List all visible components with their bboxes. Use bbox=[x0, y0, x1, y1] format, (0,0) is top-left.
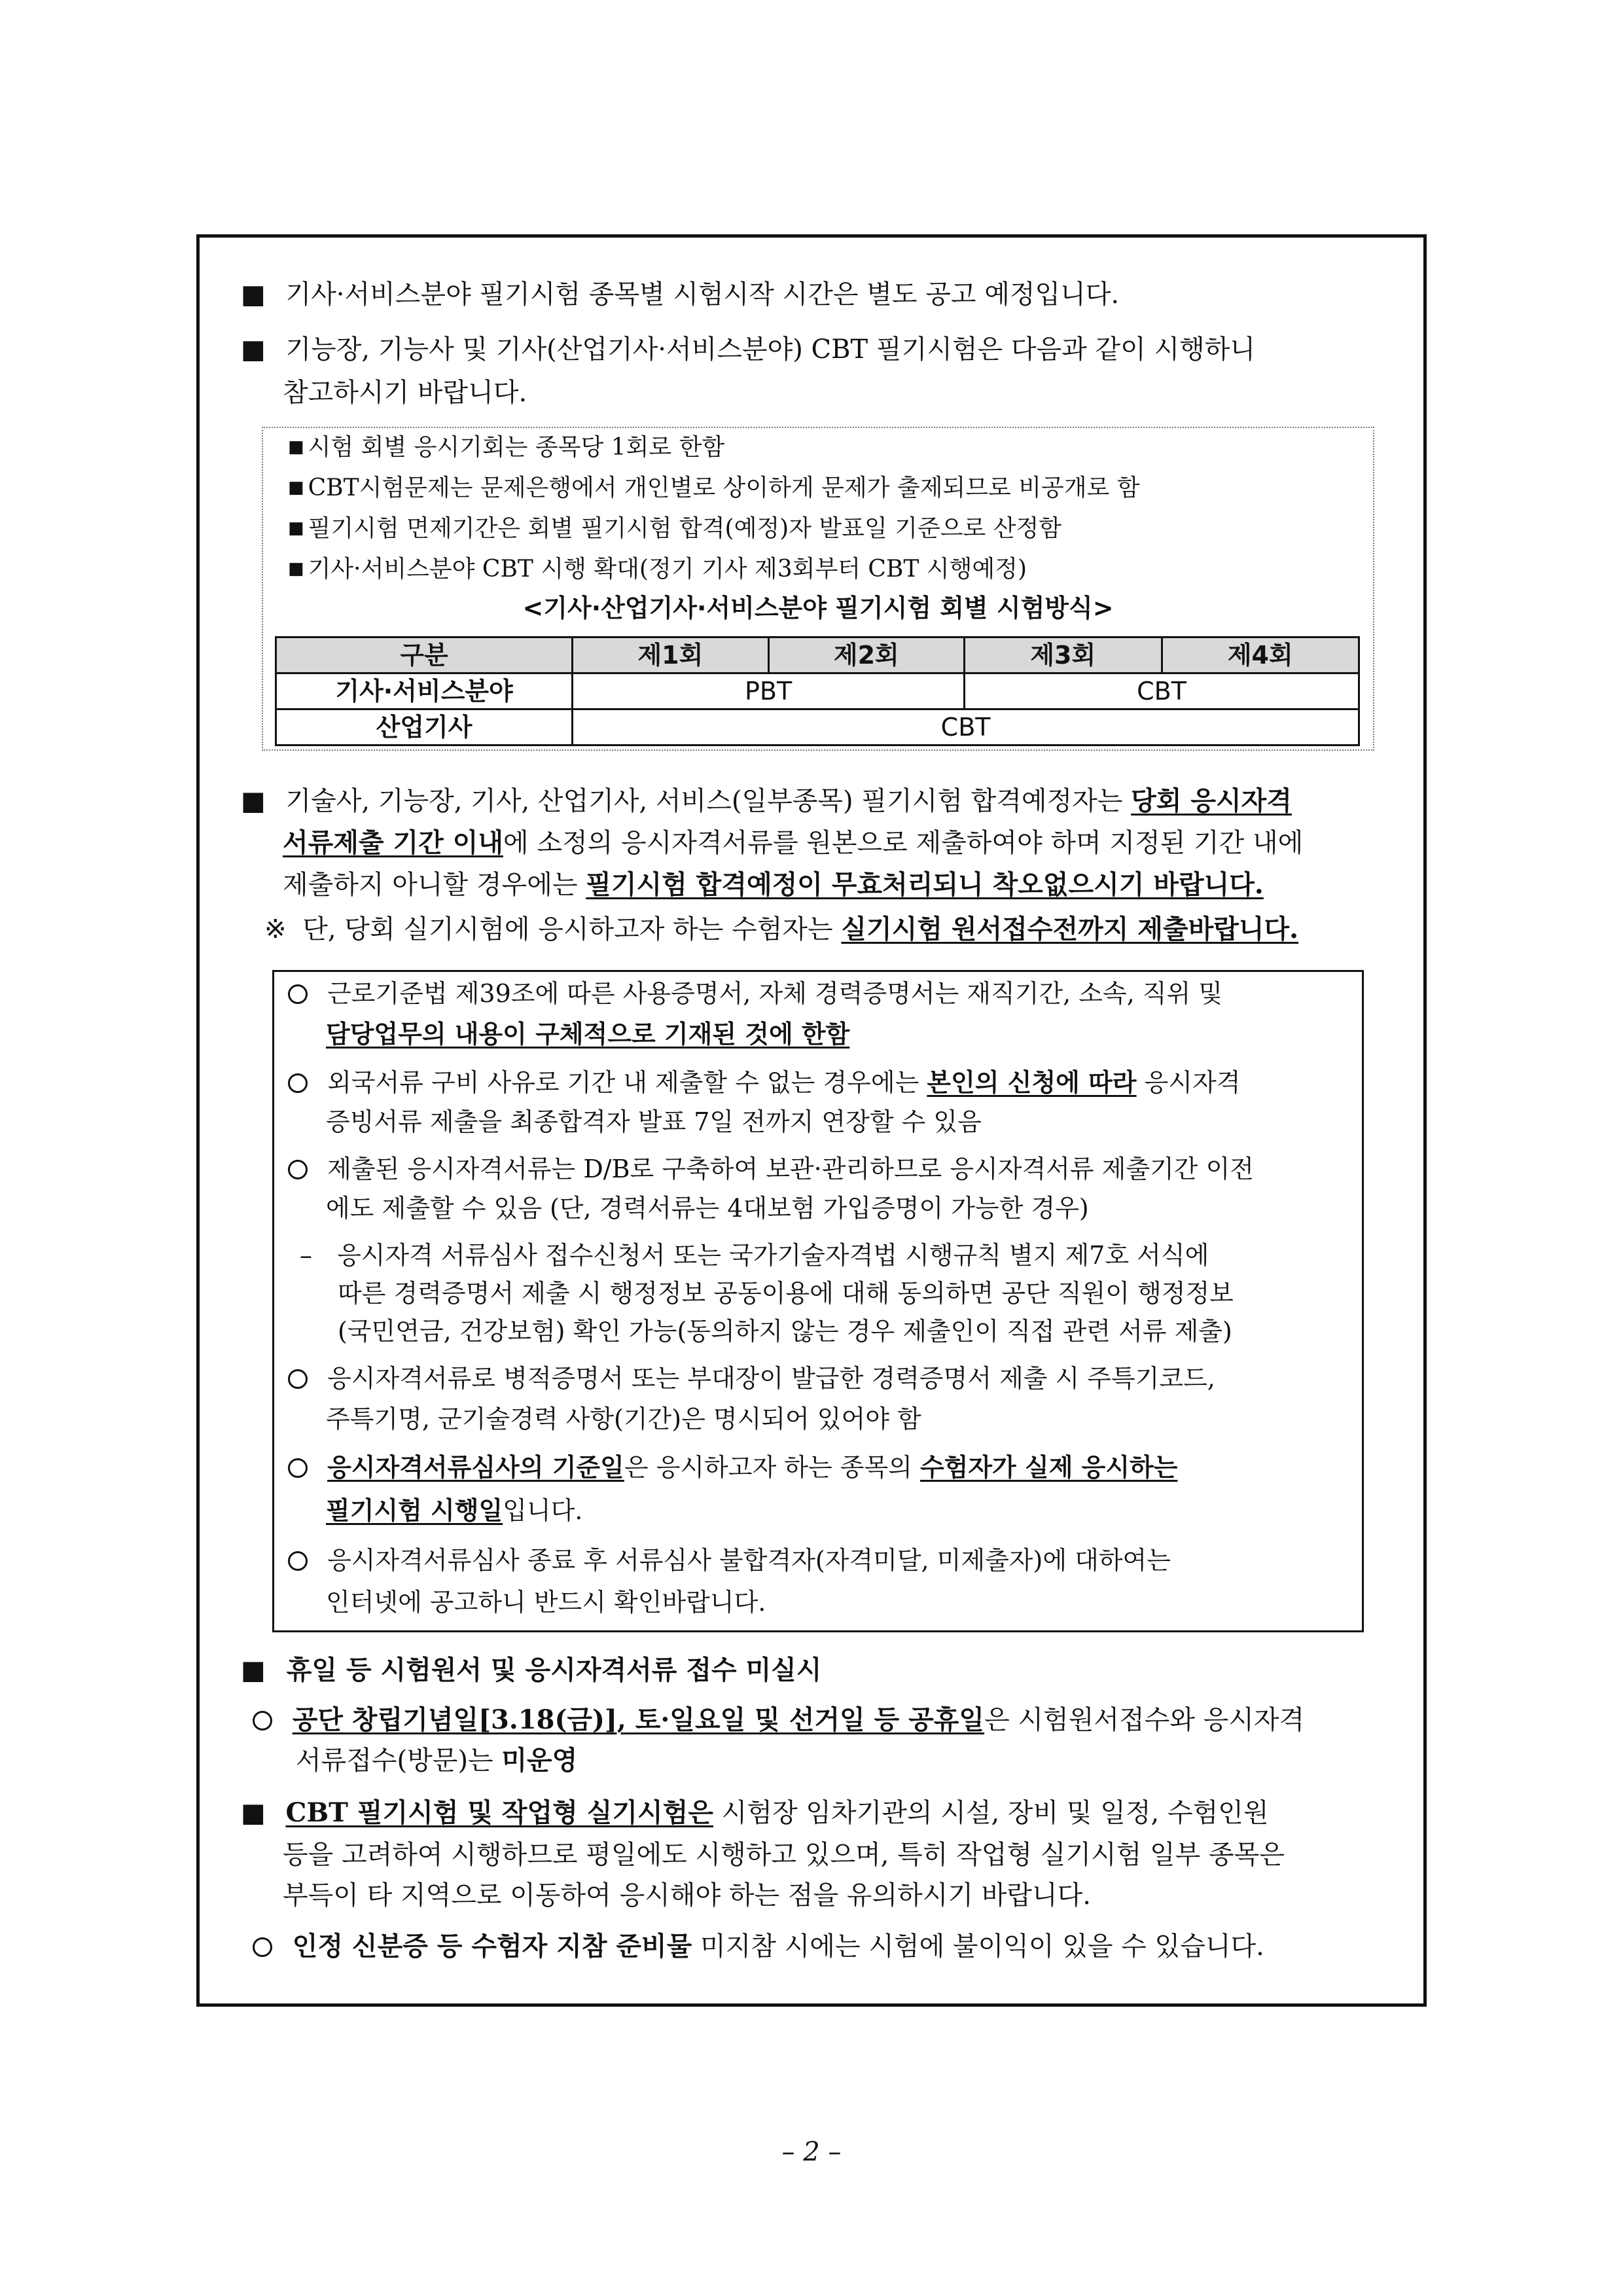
rule-2-line1: 외국서류 구비 사유로 기간 내 제출할 수 없는 경우에는 본인의 신청에 따라 응시자격 bbox=[288, 1067, 1240, 1098]
rule-1-line2 bbox=[326, 1018, 849, 1050]
table-row bbox=[276, 673, 1359, 709]
underlined-text: 당회 응시자격 bbox=[1131, 785, 1292, 816]
dash-bullet-icon: – bbox=[300, 1241, 312, 1270]
pass-document-notice-line3: 제출하지 아니할 경우에는 필기시험 합격예정이 무효처리되니 착오없으시기 바랍니다. bbox=[283, 869, 1264, 900]
notice-text: 기사·서비스분야 필기시험 종목별 시험시작 시간은 별도 공고 예정입니다. bbox=[285, 279, 1120, 310]
circle-bullet-icon bbox=[288, 984, 308, 1004]
pass-document-notice-line1: ■ 기술사, 기능장, 기사, 산업기사, 서비스(일부종목) 필기시험 합격예정자는 당회 응시자격 bbox=[241, 785, 1292, 816]
cbt-practical-notice-line1: ■ CBT 필기시험 및 작업형 실기시험은 시험장 임차기관의 시설, 장비 및 일정, 수험인원 bbox=[241, 1797, 1269, 1828]
underlined-text: 담당업무의 내용이 구체적으로 기재된 것에 한함 bbox=[326, 1019, 850, 1049]
cbt-note-3: ■ 필기시험 면제기간은 회별 필기시험 합격(예정)자 발표일 기준으로 산정함 bbox=[288, 515, 1062, 542]
notice-text: 기능장, 기능사 및 기사(산업기사·서비스분야) CBT 필기시험은 다음과 같이 시행하니 bbox=[285, 334, 1256, 365]
holiday-notice-line1: 공단 창립기념일[3.18(금)], 토·일요일 및 선거일 등 공휴일은 시험원서접수와 응시자격 bbox=[253, 1704, 1304, 1736]
header-category: 구분 bbox=[276, 637, 573, 673]
rule-3-sub-line3: (국민연금, 건강보험) 확인 가능(동의하지 않는 경우 제출인이 직접 관련 서류 제출) bbox=[338, 1317, 1232, 1346]
cbt-note-2: ■ CBT시험문제는 문제은행에서 개인별로 상이하게 문제가 출제되므로 비공개로 함 bbox=[288, 475, 1140, 501]
circle-bullet-icon bbox=[288, 1551, 308, 1571]
rule-3-line2: 에도 제출할 수 있음 (단, 경력서류는 4대보험 가입증명이 가능한 경우) bbox=[326, 1194, 1089, 1223]
underlined-text: 필기시험 시행일 bbox=[326, 1496, 503, 1525]
rule-5-line1: 응시자격서류심사의 기준일은 응시하고자 하는 종목의 수험자가 실제 응시하는 bbox=[288, 1452, 1177, 1483]
underlined-text: 실기시험 원서접수전까지 제출바랍니다. bbox=[841, 914, 1299, 944]
practical-exam-note: ※ 단, 당회 실기시험에 응시하고자 하는 수험자는 실기시험 원서접수전까지 제출바랍니다. bbox=[264, 914, 1299, 944]
rule-1-line1: 근로기준법 제39조에 따른 사용증명서, 자체 경력증명서는 재직기간, 소속, 직위 및 bbox=[288, 978, 1222, 1009]
header-round-2: 제2회 bbox=[768, 637, 964, 673]
rule-3-line1: 제출된 응시자격서류는 D/B로 구축하여 보관·관리하므로 응시자격서류 제출기간 이전 bbox=[288, 1153, 1254, 1185]
rule-6-line2: 인터넷에 공고하니 반드시 확인바랍니다. bbox=[326, 1588, 766, 1617]
circle-bullet-icon bbox=[253, 1711, 272, 1731]
small-square-icon: ■ bbox=[288, 518, 304, 538]
notice-start-time bbox=[241, 279, 1119, 310]
circle-bullet-icon bbox=[253, 1937, 272, 1957]
small-square-icon: ■ bbox=[288, 478, 304, 497]
small-square-icon: ■ bbox=[288, 559, 304, 579]
reference-mark-icon: ※ bbox=[264, 914, 287, 944]
circle-bullet-icon bbox=[288, 1458, 308, 1478]
cbt-note-1: ■ 시험 회별 응시기회는 종목당 1회로 한함 bbox=[288, 434, 725, 461]
pass-document-notice-line2: 서류제출 기간 이내에 소정의 응시자격서류를 원본으로 제출하여야 하며 지정된 기간 내에 bbox=[283, 827, 1304, 858]
square-bullet-icon: ■ bbox=[241, 334, 266, 365]
header-round-1: 제1회 bbox=[573, 637, 768, 673]
rule-3-sub-line2: 따른 경력증명서 제출 시 행정정보 공동이용에 대해 동의하면 공단 직원이 행정정보 bbox=[338, 1279, 1234, 1308]
cbt-practical-notice-line2: 등을 고려하여 시행하므로 평일에도 시행하고 있으며, 특히 작업형 실기시험 일부 종목은 bbox=[283, 1840, 1285, 1870]
circle-bullet-icon bbox=[288, 1160, 308, 1179]
row-label: 산업기사 bbox=[276, 709, 573, 745]
cell-pbt: PBT bbox=[573, 673, 965, 709]
square-bullet-icon: ■ bbox=[241, 1798, 266, 1828]
rule-4-line2: 주특기명, 군기술경력 사항(기간)은 명시되어 있어야 함 bbox=[326, 1405, 921, 1433]
exam-method-table bbox=[275, 636, 1360, 746]
cell-cbt: CBT bbox=[573, 709, 1359, 745]
square-bullet-icon: ■ bbox=[241, 279, 266, 310]
underlined-text: 응시자격서류심사의 기준일 bbox=[327, 1452, 624, 1482]
circle-bullet-icon bbox=[288, 1073, 308, 1093]
row-label: 기사·서비스분야 bbox=[276, 673, 573, 709]
holiday-notice-line2: 서류접수(방문)는 미운영 bbox=[296, 1745, 578, 1776]
underlined-text: 서류제출 기간 이내 bbox=[283, 827, 503, 858]
circle-bullet-icon bbox=[288, 1369, 308, 1389]
notice-cbt-intro-cont: 참고하시기 바랍니다. bbox=[283, 378, 527, 408]
underlined-text: 본인의 신청에 따라 bbox=[927, 1067, 1137, 1097]
underlined-text: 필기시험 합격예정이 무효처리되니 착오없으시기 바랍니다. bbox=[586, 869, 1264, 900]
underlined-text: CBT 필기시험 및 작업형 실기시험은 bbox=[285, 1797, 713, 1828]
table-row bbox=[276, 709, 1359, 745]
rule-5-line2: 필기시험 시행일입니다. bbox=[326, 1496, 583, 1525]
page-number: – 2 – bbox=[781, 2137, 842, 2167]
cbt-note-4: ■ 기사·서비스분야 CBT 시행 확대(정기 기사 제3회부터 CBT 시행예정) bbox=[288, 556, 1027, 583]
id-card-notice: 인정 신분증 등 수험자 지참 준비물 미지참 시에는 시험에 불이익이 있을 수 있습니다. bbox=[253, 1931, 1264, 1962]
rule-3-sub-line1: – 응시자격 서류심사 접수신청서 또는 국가기술자격법 시행규칙 별지 제7호 서식에 bbox=[300, 1241, 1209, 1270]
rule-4-line1: 응시자격서류로 병적증명서 또는 부대장이 발급한 경력증명서 제출 시 주특기코드, bbox=[288, 1363, 1215, 1394]
table-header-row bbox=[276, 637, 1359, 673]
rule-6-line1: 응시자격서류심사 종료 후 서류심사 불합격자(자격미달, 미제출자)에 대하여는 bbox=[288, 1545, 1171, 1576]
holiday-notice-title: ■ 휴일 등 시험원서 및 응시자격서류 접수 미실시 bbox=[241, 1655, 822, 1685]
rule-2-line2: 증빙서류 제출을 최종합격자 발표 7일 전까지 연장할 수 있음 bbox=[326, 1107, 982, 1136]
header-round-4: 제4회 bbox=[1162, 637, 1359, 673]
cbt-practical-notice-line3: 부득이 타 지역으로 이동하여 응시해야 하는 점을 유의하시기 바랍니다. bbox=[283, 1880, 1091, 1910]
notice-cbt-intro bbox=[241, 334, 1255, 365]
square-bullet-icon: ■ bbox=[241, 1655, 266, 1685]
underlined-text: 공단 창립기념일[3.18(금)], 토·일요일 및 선거일 등 공휴일 bbox=[292, 1704, 985, 1735]
cell-cbt: CBT bbox=[965, 673, 1359, 709]
small-square-icon: ■ bbox=[288, 437, 304, 457]
underlined-text: 수험자가 실제 응시하는 bbox=[919, 1452, 1178, 1482]
table-caption: <기사·산업기사·서비스분야 필기시험 회별 시험방식> bbox=[522, 594, 1114, 622]
square-bullet-icon: ■ bbox=[241, 786, 266, 816]
header-round-3: 제3회 bbox=[965, 637, 1162, 673]
